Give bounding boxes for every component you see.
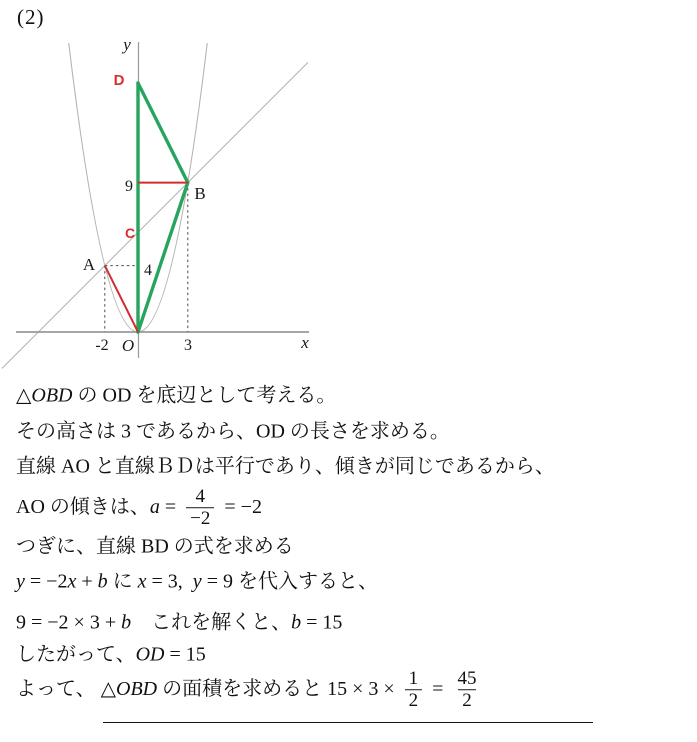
text-run: 直線 AO と直線ＢＤは平行であり、傾きが同じであるから、: [16, 455, 555, 478]
solution-line-5: [16, 536, 294, 559]
text-run: △: [100, 678, 116, 701]
math-italic-run: OD: [135, 643, 165, 666]
solution-line-1: [16, 385, 336, 408]
text-run: つぎに、直線 BD の式を求める: [16, 535, 294, 558]
math-italic-run: b: [291, 611, 302, 634]
segment-AO: [105, 266, 138, 332]
text-run: AO の傾きは、: [16, 496, 150, 519]
solution-line-6: [16, 571, 378, 594]
math-italic-run: y: [192, 570, 202, 593]
text-run: したがって、: [16, 643, 136, 666]
point-label-A: A: [82, 255, 96, 274]
math-italic-run: b: [121, 611, 132, 634]
text-run: これを解くと、: [131, 611, 292, 634]
text-run: =: [159, 496, 182, 519]
problem-number: (2): [17, 5, 45, 29]
coordinate-figure: [0, 0, 340, 372]
text-run: =: [427, 678, 449, 701]
text-run: △: [16, 384, 32, 407]
text-run: よって、: [16, 678, 101, 701]
text-run: その高さは 3 であるから、OD の長さを求める。: [16, 420, 450, 443]
fraction-denominator: 2: [458, 690, 476, 712]
triangle-side-OB: [138, 183, 188, 332]
text-run: = −2: [24, 570, 68, 593]
point-label--2: -2: [95, 337, 109, 354]
fraction-numerator: 45: [457, 668, 477, 690]
text-run: +: [76, 570, 98, 593]
fraction-numerator: 1: [408, 668, 419, 690]
text-run: の面積を求めると 15 × 3 ×: [157, 678, 400, 701]
text-run: = −2: [219, 496, 262, 519]
point-label-O: O: [121, 336, 135, 355]
math-italic-run: x: [67, 570, 77, 593]
fraction-denominator: 2: [405, 690, 423, 712]
fraction-numerator: 4: [195, 486, 206, 508]
point-label-y: y: [123, 35, 131, 54]
fraction: [186, 486, 214, 530]
text-run: 9 = −2 × 3 +: [16, 611, 122, 634]
point-label-4: 4: [144, 262, 152, 279]
point-label-3: 3: [184, 337, 192, 354]
line-AB: [2, 62, 308, 368]
fraction: [453, 668, 480, 712]
text-run: に: [107, 570, 138, 593]
solution-line-3: [16, 456, 555, 479]
solution-line-8: [16, 644, 206, 667]
solution-line-2: [16, 421, 450, 444]
fraction: [405, 668, 423, 712]
math-italic-run: OBD: [116, 678, 158, 701]
text-run: = 3,: [146, 570, 193, 593]
text-run: = 9 を代入すると、: [201, 570, 378, 593]
math-italic-run: x: [137, 570, 147, 593]
math-italic-run: a: [149, 496, 160, 519]
triangle-side-DB: [138, 83, 188, 183]
solution-line-7: [16, 612, 342, 635]
solution-line-4: [16, 486, 262, 530]
math-italic-run: y: [16, 570, 25, 593]
fraction-denominator: −2: [186, 508, 214, 530]
math-italic-run: OBD: [31, 384, 73, 407]
point-label-C: C: [124, 225, 136, 241]
point-label-D: D: [113, 72, 125, 89]
point-label-x: x: [301, 333, 309, 352]
text-run: = 15: [301, 611, 343, 634]
point-label-B: B: [194, 184, 206, 203]
answer-underline: [103, 722, 593, 723]
math-italic-run: b: [97, 570, 108, 593]
point-label-9: 9: [125, 178, 133, 195]
text-run: の OD を底辺として考える。: [72, 384, 337, 407]
text-run: = 15: [164, 643, 206, 666]
solution-line-9: [16, 668, 485, 712]
